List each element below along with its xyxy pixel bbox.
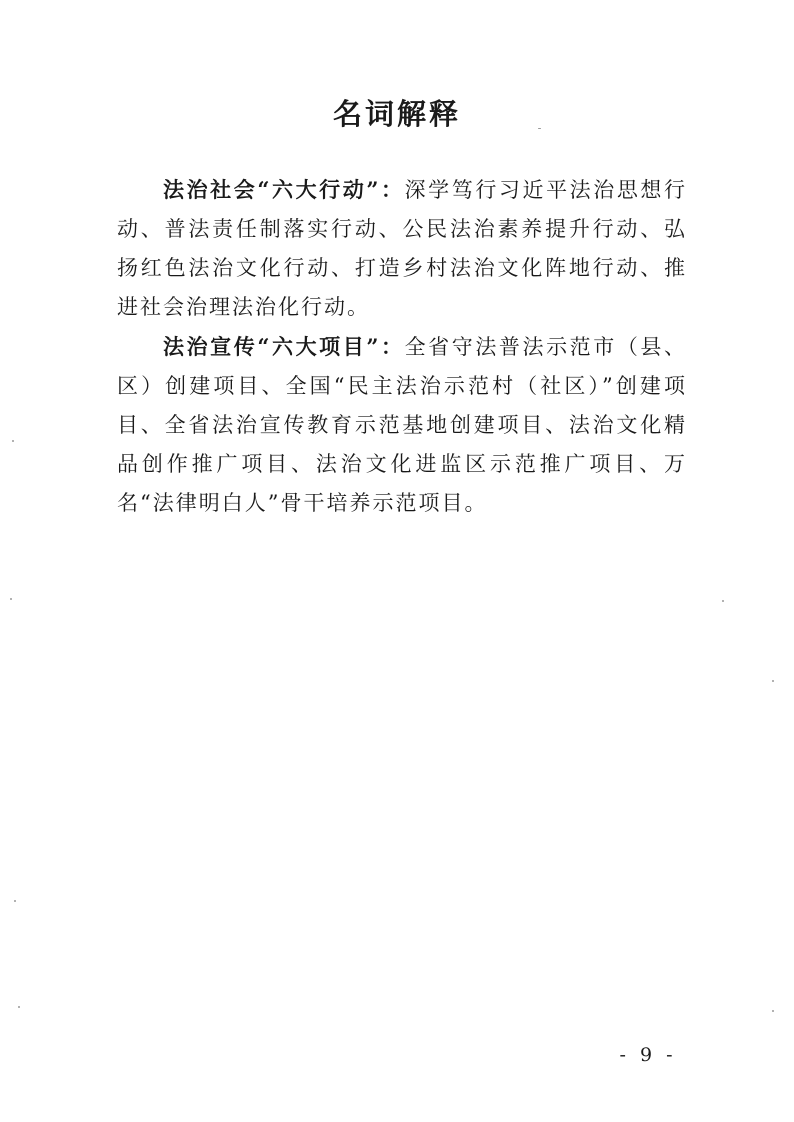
scan-speck	[772, 1010, 774, 1012]
scan-speck	[12, 440, 14, 442]
scan-speck	[14, 900, 16, 902]
term-definition: 深学笃行习近平法治思想行动、普法责任制落实行动、公民法治素养提升行动、弘扬红色法治文化行动、打造乡村法治文化阵地行动、推进社会治理法治化行动。	[117, 178, 687, 319]
scan-speck	[722, 600, 724, 602]
definition-paragraph	[117, 170, 687, 327]
definition-paragraph	[117, 327, 687, 523]
term-definition: 全省守法普法示范市（县、区）创建项目、全国“民主法治示范村（社区）”创建项目、全省法治宣传教育示范基地创建项目、法治文化精品创作推广项目、法治文化进监区示范推广项目、万名“法律明白人”骨干培养示范项目。	[117, 335, 687, 515]
page-number: - 9 -	[619, 1044, 677, 1066]
scan-speck	[538, 128, 541, 129]
scan-speck	[772, 680, 774, 682]
scan-speck	[18, 1006, 20, 1008]
document-title: 名词解释	[332, 97, 461, 131]
document-body	[117, 170, 687, 523]
term-label: 法治社会“六大行动”：	[163, 177, 405, 202]
term-label: 法治宣传“六大项目”：	[163, 334, 405, 359]
scan-speck	[10, 598, 12, 600]
